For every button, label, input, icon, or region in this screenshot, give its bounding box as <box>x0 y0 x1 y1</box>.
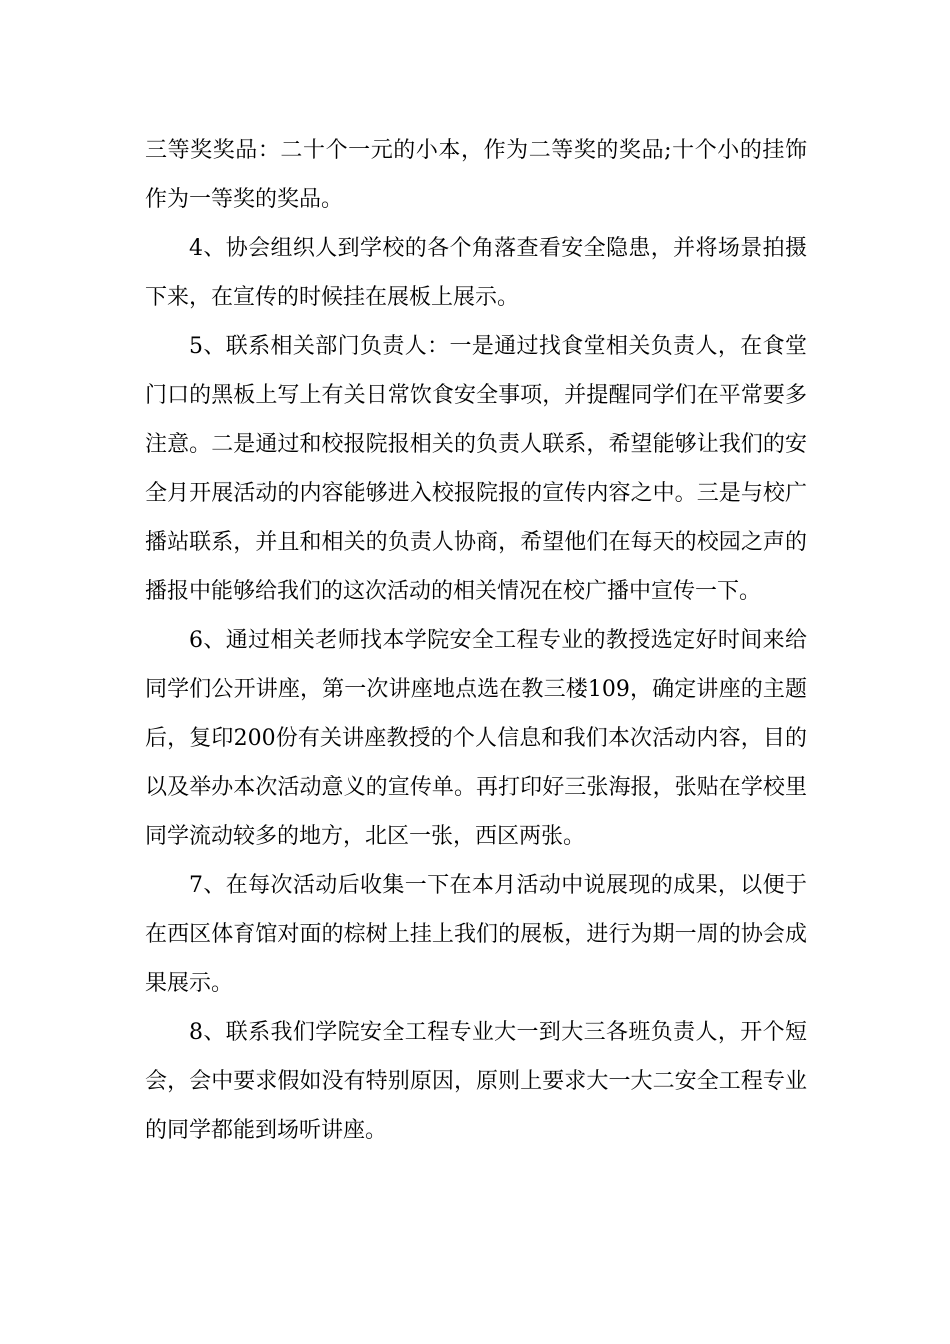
paragraph-prizes: 三等奖奖品：二十个一元的小本，作为二等奖的奖品;十个小的挂饰作为一等奖的奖品。 <box>145 138 807 212</box>
paragraph-item-7: 7、在每次活动后收集一下在本月活动中说展现的成果，以便于在西区体育馆对面的棕树上挂上我们的展板，进行为期一周的协会成果展示。 <box>145 873 807 996</box>
paragraph-item-4: 4、协会组织人到学校的各个角落查看安全隐患，并将场景拍摄下来，在宣传的时候挂在展板上展示。 <box>145 236 807 310</box>
paragraph-item-6: 6、通过相关老师找本学院安全工程专业的教授选定好时间来给同学们公开讲座，第一次讲座地点选在教三楼109，确定讲座的主题后，复印200份有关讲座教授的个人信息和我们本次活动内容，目的以及举办本次活动意义的宣传单。再打印好三张海报，张贴在学校里同学流动较多的地方，北区一张，西区两张。 <box>145 628 807 849</box>
paragraph-item-5: 5、联系相关部门负责人：一是通过找食堂相关负责人，在食堂门口的黑板上写上有关日常饮食安全事项，并提醒同学们在平常要多注意。二是通过和校报院报相关的负责人联系，希望能够让我们的安全月开展活动的内容能够进入校报院报的宣传内容之中。三是与校广播站联系，并且和相关的负责人协商，希望他们在每天的校园之声的播报中能够给我们的这次活动的相关情况在校广播中宣传一下。 <box>145 334 807 604</box>
paragraph-item-8: 8、联系我们学院安全工程专业大一到大三各班负责人，开个短会，会中要求假如没有特别原因，原则上要求大一大二安全工程专业的同学都能到场听讲座。 <box>145 1020 807 1143</box>
document-page <box>145 126 807 1155</box>
